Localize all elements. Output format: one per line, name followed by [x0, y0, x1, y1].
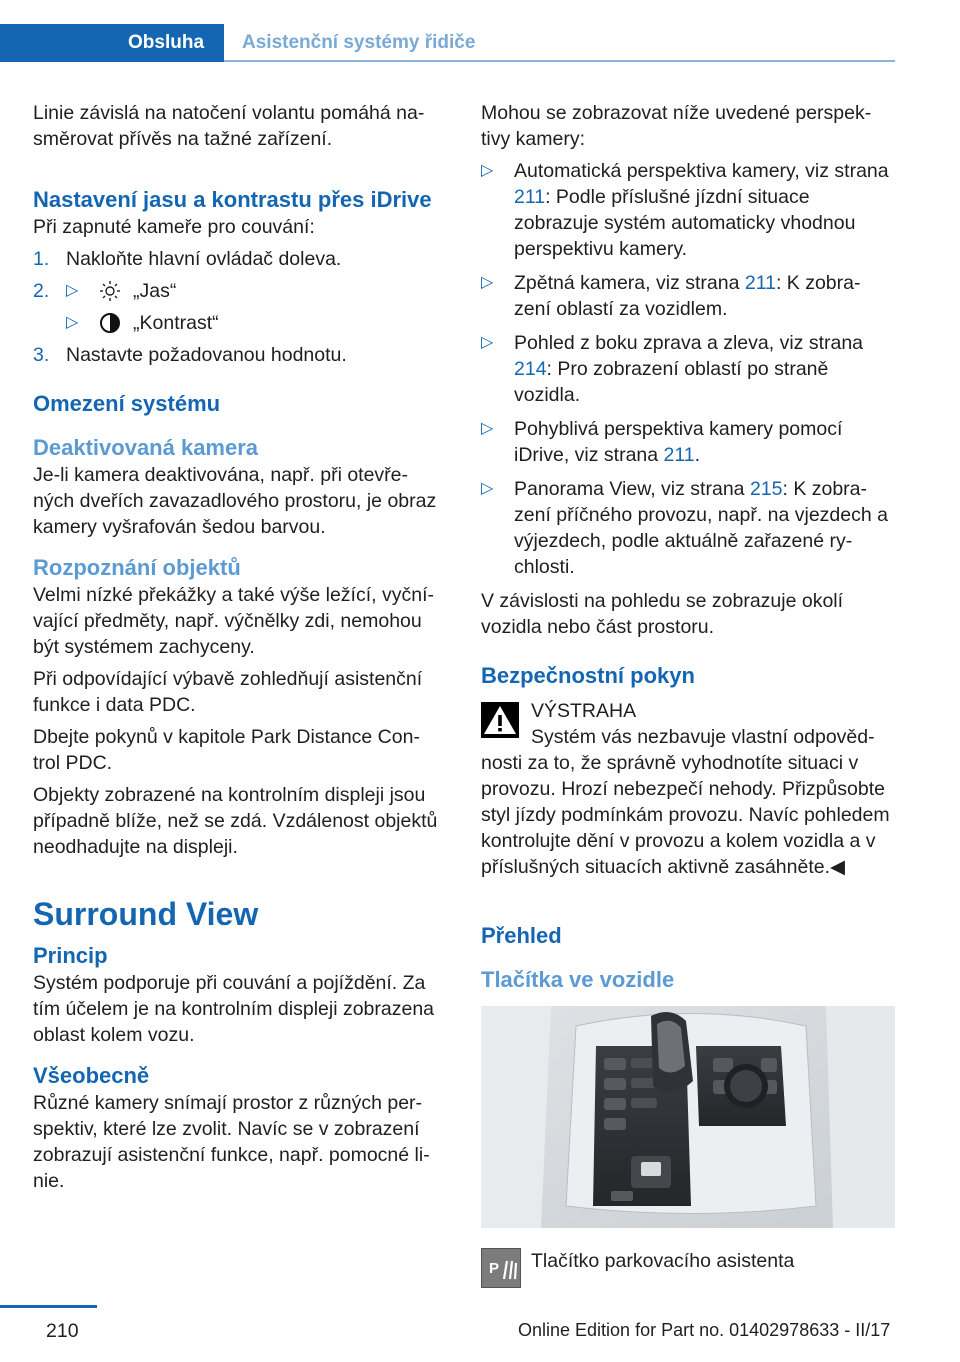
principle-paragraph: Systém podporuje při couvání a pojíždění. Za tím účelem je na kontrolním displeji zobrazena oblast kolem vozu. [33, 972, 435, 1046]
warning-title: VÝSTRAHA [531, 700, 637, 722]
section-tab-label: Obsluha [128, 32, 205, 53]
page-number: 210 [46, 1320, 79, 1342]
page-link[interactable]: 215 [749, 478, 783, 500]
intro-paragraph: Linie závislá na natočení volantu pomáhá na‐směrovat přívěs na tažné zařízení. [33, 102, 425, 150]
svg-text:P: P [489, 1260, 500, 1277]
park-assist-row [481, 1248, 895, 1290]
perspectives-intro: Mohou se zobrazovat níže uvedené perspek‐tivy kamery: [481, 102, 872, 150]
page-link[interactable]: 214 [514, 358, 547, 380]
bullet-triangle-icon: ▷ [481, 420, 494, 437]
heading-general: Všeobecně [33, 1063, 150, 1088]
step-item: 3. Nastavte požadovanou hodnotu. [33, 344, 347, 366]
footer-rule [0, 1305, 97, 1308]
section-title-surround-view: Surround View [33, 896, 259, 932]
warning-block [481, 698, 895, 880]
bullet-triangle-icon: ▷ [481, 334, 494, 351]
steps-list [33, 246, 447, 272]
park-assist-icon [481, 1248, 521, 1288]
bullet-triangle-icon: ▷ [481, 274, 494, 291]
bullet-triangle-icon: ▷ [66, 282, 79, 299]
heading-safety: Bezpečnostní pokyn [481, 663, 695, 688]
step-item: 1. Nakloňte hlavní ovládač doleva. [33, 248, 342, 270]
brightness-option: „Jas“ [133, 280, 177, 302]
chapter-tab: Asistenční systémy řidiče [242, 32, 476, 53]
sun-icon [99, 280, 121, 302]
list-item: ▷ Automatická perspektiva kamery, viz strana 211: Podle příslušné jízdní situace zobrazuje systém automaticky vhodnou perspektivu kamery. [481, 160, 889, 260]
bullet-triangle-icon: ▷ [481, 162, 494, 179]
right-column [481, 100, 895, 1290]
list-item: ▷ Pohled z boku zprava a zleva, viz strana 214: Pro zobrazení oblastí po straně vozidla. [481, 332, 864, 406]
heading-limits: Omezení systému [33, 391, 221, 416]
console-image [481, 1006, 895, 1228]
steps-list-cont [33, 342, 447, 368]
heading-overview: Přehled [481, 923, 562, 948]
deactivated-paragraph: Je-li kamera deaktivována, např. při otevře‐ných dveřích zavazadlového prostoru, je obraz kamery vyšrafován šedou barvou. [33, 464, 437, 538]
brightness-paragraph: Při zapnuté kameře pro couvání: [33, 216, 315, 238]
general-paragraph: Různé kamery snímají prostor z různých per‐spektiv, které lze zvolit. Navíc se v zobrazení zobrazují asistenční funkce, např. pomocné li‐nie. [33, 1092, 430, 1192]
center-console-photo [481, 1006, 895, 1228]
section-tab-active [0, 24, 224, 62]
contrast-icon [99, 312, 121, 334]
bullet-triangle-icon: ▷ [66, 314, 79, 331]
contrast-option: „Kontrast“ [133, 312, 219, 334]
list-item: ▷ Panorama View, viz strana 215: K zobra‐zení příčného provozu, např. na vjezdech a výjezdech, podle aktuálně zařazené ry‐chlosti. [481, 478, 888, 578]
step-number: 2. [33, 280, 50, 302]
detection-paragraph-1: Velmi nízké překážky a také výše ležící, vyční‐vající předměty, např. výčnělky zdi, nemohou být systémem zachyceny. [33, 584, 434, 658]
view-dependence-paragraph: V závislosti na pohledu se zobrazuje okolí vozidla nebo část prostoru. [481, 590, 844, 638]
bullet-triangle-icon: ▷ [481, 480, 494, 497]
heading-object-detection: Rozpoznání objektů [33, 555, 241, 580]
park-assist-label: Tlačítko parkovacího asistenta [531, 1250, 795, 1272]
heading-buttons-in-vehicle: Tlačítka ve vozidle [481, 967, 675, 992]
warning-triangle-icon [481, 702, 519, 738]
header-rule [224, 60, 895, 62]
page-link[interactable]: 211 [514, 186, 546, 208]
list-item: ▷ Pohyblivá perspektiva kamery pomocí iDrive, viz strana 211. [481, 418, 843, 466]
heading-principle: Princip [33, 943, 108, 968]
perspectives-list [481, 158, 895, 580]
list-item: ▷ Zpětná kamera, viz strana 211: K zobra‐zení oblastí za vozidlem. [481, 272, 861, 320]
page-header [0, 24, 895, 62]
warning-text: nosti za to, že správně vyhodnotíte situaci v provozu. Hrozí nebezpečí nehody. Přizpůsobte styl jízdy podmínkám provozu. Navíc pohledem kontrolujte dění v provozu a kolem vozidla a v příslušných situacích aktivně zasáhněte.◀ [481, 752, 890, 878]
page-link[interactable]: 211 [663, 444, 695, 466]
heading-brightness: Nastavení jasu a kontrastu přes iDrive [33, 187, 432, 212]
detection-paragraph-3: Dbejte pokynů v kapitole Park Distance Con‐trol PDC. [33, 726, 420, 774]
edition-info: Online Edition for Part no. 01402978633 - II/17 [518, 1320, 891, 1340]
detection-paragraph-4: Objekty zobrazené na kontrolním displeji jsou případně blíže, než se zdá. Vzdálenost objektů neodhadujte na displeji. [33, 784, 438, 858]
left-column [33, 100, 447, 1200]
detection-paragraph-2: Při odpovídající výbavě zohledňují asistenční funkce i data PDC. [33, 668, 423, 716]
heading-camera-deactivated: Deaktivovaná kamera [33, 435, 259, 460]
warning-first-line: Systém vás nezbavuje vlastní odpověd‐ [531, 726, 875, 748]
page-link[interactable]: 211 [744, 272, 776, 294]
